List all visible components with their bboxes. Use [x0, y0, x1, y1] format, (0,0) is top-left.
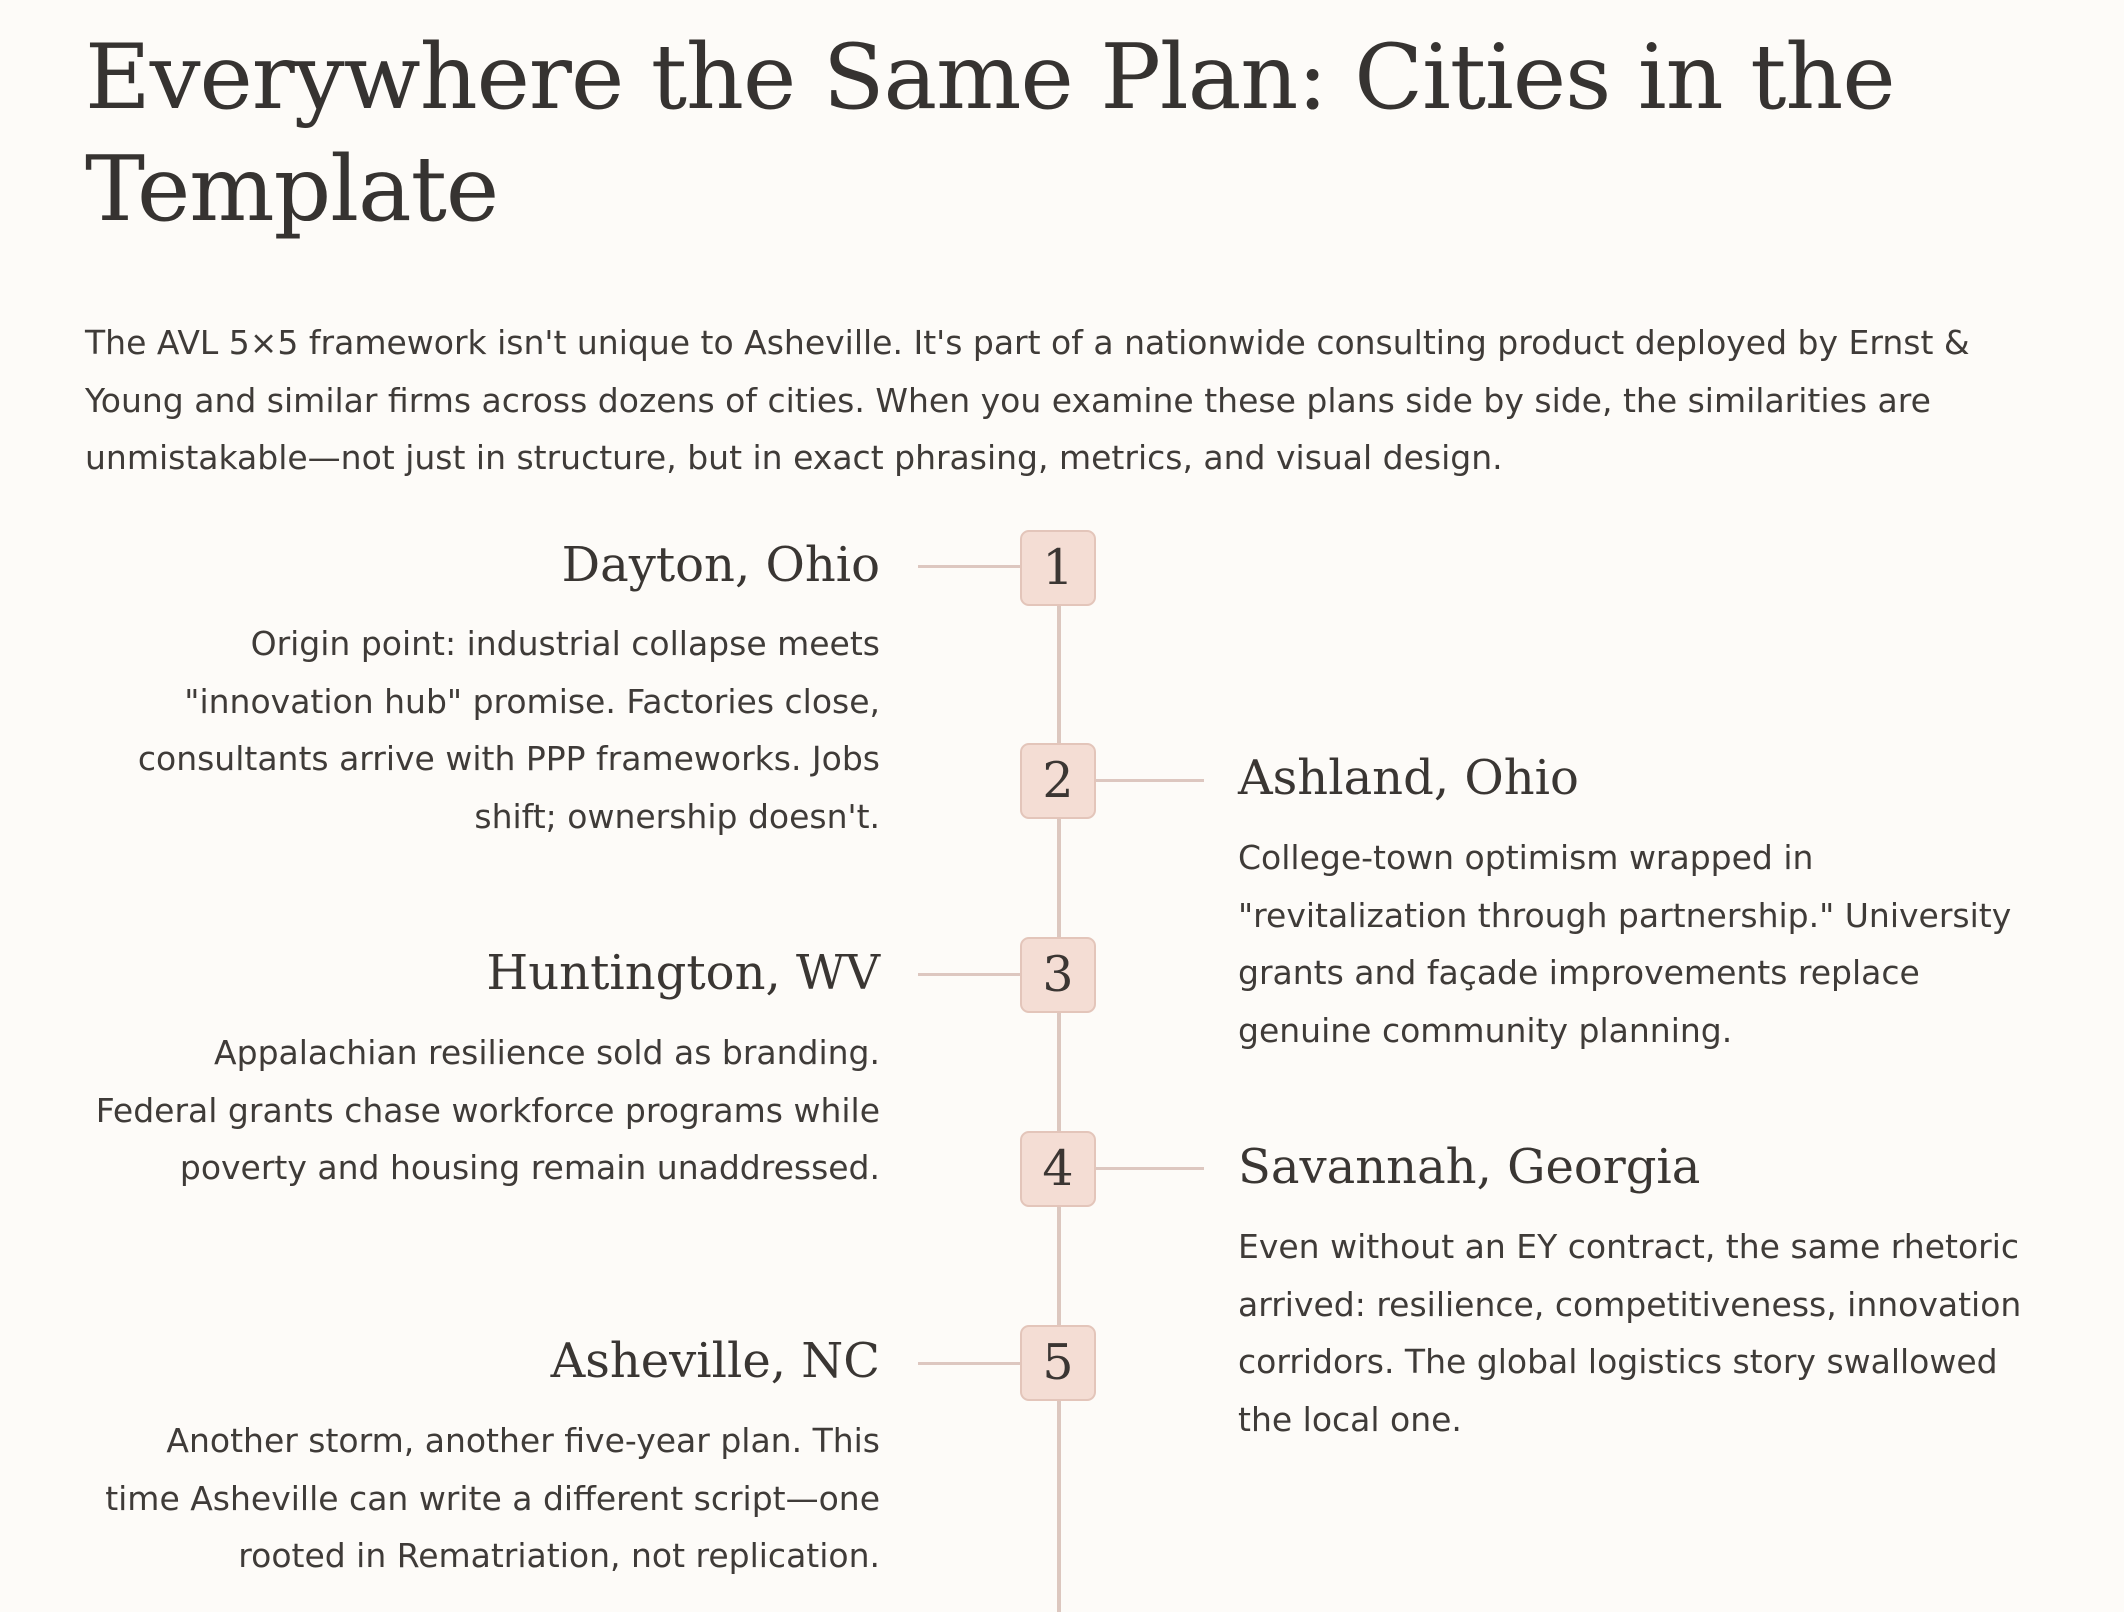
timeline-marker: 2 — [1020, 743, 1096, 819]
timeline-line — [1057, 570, 1061, 1612]
city-name: Asheville, NC — [550, 1333, 880, 1389]
city-description: College-town optimism wrapped in "revitalization through partnership." University grants and façade improvements replace genuine community planning. — [1238, 838, 2012, 1050]
timeline-connector — [1096, 1167, 1204, 1170]
page-title: Everywhere the Same Plan: Cities in the Template — [85, 25, 1895, 242]
timeline-connector — [918, 1362, 1020, 1365]
timeline-marker: 3 — [1020, 937, 1096, 1013]
timeline-marker: 5 — [1020, 1325, 1096, 1401]
city-name: Dayton, Ohio — [561, 537, 880, 593]
city-description: Origin point: industrial collapse meets "innovation hub" promise. Factories close, consultants arrive with PPP frameworks. Jobs shift; ownership doesn't. — [137, 624, 880, 836]
timeline-marker: 4 — [1020, 1131, 1096, 1207]
city-name: Savannah, Georgia — [1238, 1139, 1701, 1195]
city-description: Another storm, another five-year plan. This time Asheville can write a different script—one rooted in Rematriation, not replication. — [105, 1421, 880, 1575]
timeline-connector — [918, 973, 1020, 976]
city-name: Ashland, Ohio — [1238, 750, 1579, 806]
timeline-connector — [1096, 779, 1204, 782]
city-name: Huntington, WV — [486, 945, 880, 1001]
city-description: Even without an EY contract, the same rhetoric arrived: resilience, competitiveness, innovation corridors. The global logistics story swallowed the local one. — [1238, 1227, 2022, 1439]
city-description: Appalachian resilience sold as branding. Federal grants chase workforce programs while poverty and housing remain unaddressed. — [95, 1033, 880, 1187]
intro-paragraph: The AVL 5×5 framework isn't unique to Asheville. It's part of a nationwide consulting product deployed by Ernst & Young and similar firms across dozens of cities. When you examine these plans side by side, the similarities are unmistakable—not just in structure, but in exact phrasing, metrics, and visual design. — [85, 323, 1970, 477]
timeline-connector — [918, 565, 1020, 568]
timeline-marker: 1 — [1020, 530, 1096, 606]
